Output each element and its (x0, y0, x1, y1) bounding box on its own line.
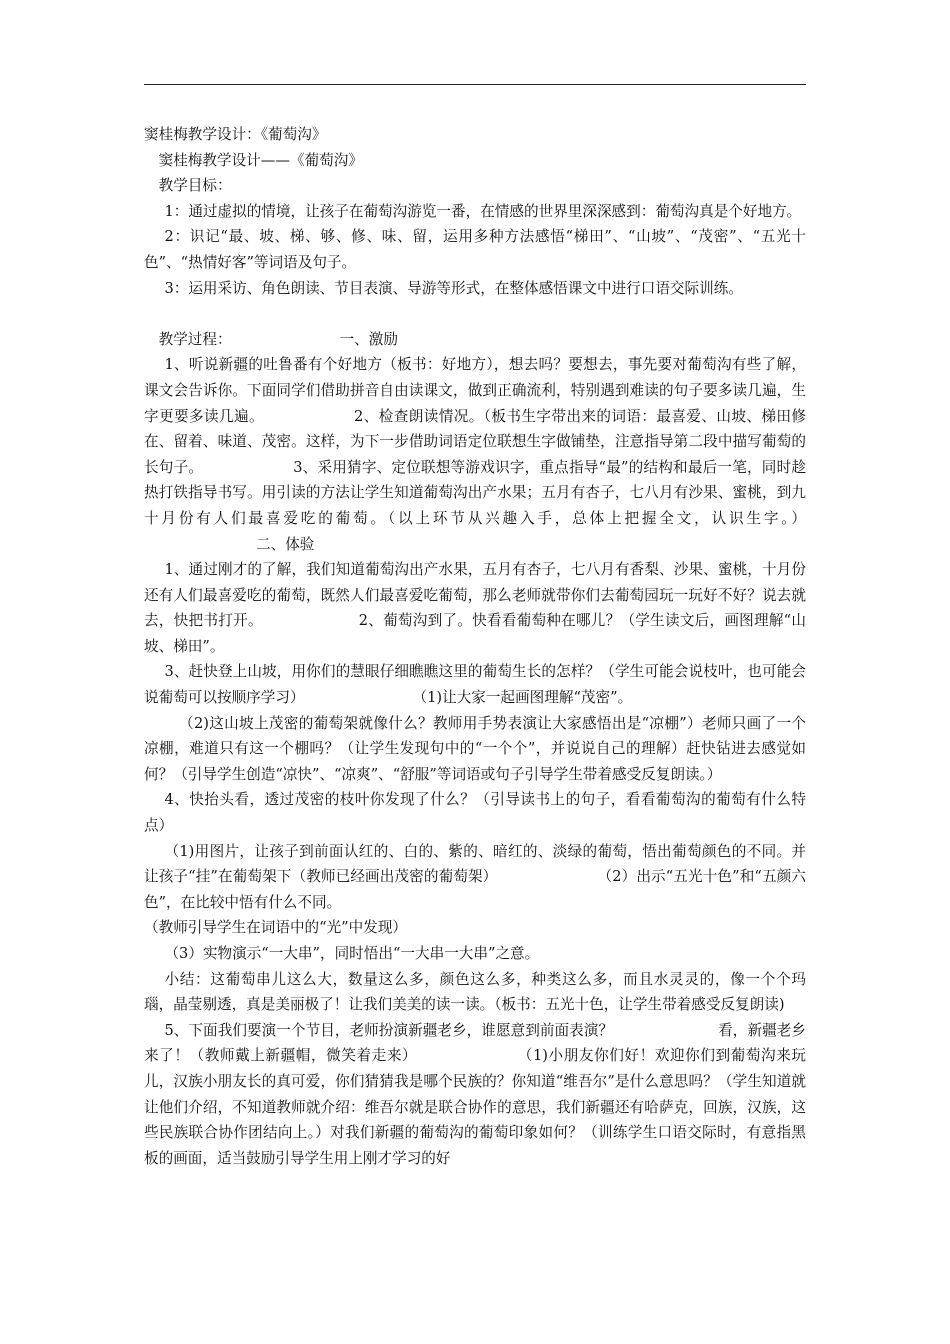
paragraph-4-3: （3）实物演示“一大串”，同时悟出“一大串一大串”之意。 (164, 945, 540, 962)
step-2-2: 2、葡萄沟到了。快看看葡萄种在哪儿？（学生读文后，画图理解“山坡、梯田”。 (144, 612, 806, 655)
step-2-1: 1、通过刚才的了解，我们知道葡萄沟出产水果，五月有杏子，七八月有香梨、沙果、蜜桃，十月份还有人们最喜爱吃的葡萄，既然人们最喜爱吃葡萄，那么老师就带你们去葡萄园玩一玩好不好？说去就去，快把书打开。 (144, 561, 806, 630)
doc-subtitle: 窦桂梅教学设计——《葡萄沟》 (158, 151, 363, 169)
step-5-1: （1)小朋友你们好！欢迎你们到葡萄沟来玩儿，汉族小朋友长的真可爱，你们猜猜我是哪个民族的？你知道“维吾尔”是什么意思吗？（学生知道就让他们介绍，不知道教师就介绍：维吾尔就是联合协作的意思，我们新疆还有哈萨克，回族，汉族，这些民族联合协作团结向上。）对我们新疆的葡萄沟的葡萄印象如何？（训练学生口语交际时，有意指黑板的画面，适当鼓励引导学生用上刚才学习的好 (144, 1047, 806, 1167)
step-4-1: （1)用图片，让孩子到前面认红的、白的、紫的、暗红的、淡绿的葡萄，悟出葡萄颜色的不同。并让孩子“挂”在葡萄架下（教师已经画出茂密的葡萄架） (144, 842, 806, 886)
goal-3: 3：运用采访、角色朗读、节目表演、导游等形式，在整体感悟课文中进行口语交际训练。 (164, 279, 743, 297)
goals-heading: 教学目标： (158, 177, 232, 195)
blank-line (144, 301, 806, 327)
process-line (144, 327, 806, 353)
section-2-heading: 二、体验 (256, 535, 315, 553)
goal-1: 1：通过虚拟的情境，让孩子在葡萄沟游览一番，在情感的世界里深深感到：葡萄沟真是个好地方。 (164, 202, 802, 220)
step-4-2: （2）出示“五光十色”和“五颜六色”，在比较中悟有什么不同。 (144, 868, 806, 911)
step-3-1: （1)让大家一起画图理解“茂密”。 (412, 689, 633, 707)
paragraph-2 (144, 557, 806, 659)
teacher-note: （教师引导学生在词语中的“光”中发现） (144, 919, 408, 937)
paragraph-3 (144, 659, 806, 710)
header-rule (144, 84, 806, 85)
step-1-1: 1、听说新疆的吐鲁番有个好地方（板书：好地方），想去吗？要想去，事先要对葡萄沟有些了解，课文会告诉你。下面同学们借助拼音自由读课文，做到正确流利，特别遇到难读的句子要多读几遍，生字更要多读几遍。 (144, 356, 806, 425)
goal-2: 2：识记“最、坡、梯、够、修、味、留，运用多种方法感悟“梯田”、“山坡”、“茂密”、“五光十色”、“热情好客”等词语及句子。 (144, 228, 806, 271)
doc-title: 窦桂梅教学设计：《葡萄沟》 (144, 126, 327, 143)
paragraph-4-1 (144, 839, 806, 916)
summary-paragraph: 小结：这葡萄串儿这么大，数量这么多，颜色这么多，种类这么多，而且水灵灵的，像一个个玛瑙，晶莹剔透，真是美丽极了！让我们美美的读一读。（板书：五光十色，让学生带着感受反复朗读) (144, 970, 806, 1014)
step-1-2: 2、检查朗读情况。（板书生字带出来的词语：最喜爱、山坡、梯田修在、留着、味道、茂密。这样，为下一步借助词语定位联想生字做铺垫，注意指导第二段中描写葡萄的长句子。 (144, 407, 806, 476)
step-3: 3、赶快登上山坡，用你们的慧眼仔细瞧瞧这里的葡萄生长的怎样？（学生可能会说枝叶，也可能会说葡萄可以按顺序学习） (144, 663, 806, 707)
step-1-3: 3、采用猜字、定位联想等游戏识字，重点指导“最”的结构和最后一笔，同时趁热打铁指导书写。用引读的方法让学生知道葡萄沟出产水果；五月有杏子，七八月有沙果、蜜桃，到九十月份有人们最喜爱吃的葡萄。（以上环节从兴趣入手，总体上把握全文，认识生字。） (144, 458, 806, 527)
paragraph-1 (144, 352, 806, 557)
document-body (144, 122, 806, 1171)
paragraph-4: 4、快抬头看，透过茂密的枝叶你发现了什么？（引导读书上的句子，看看葡萄沟的葡萄有什么特点） (144, 791, 806, 835)
paragraph-5 (144, 1018, 806, 1172)
section-1-heading: 一、激励 (339, 330, 398, 348)
process-heading: 教学过程： (158, 330, 232, 348)
paragraph-3-2: （2)这山坡上茂密的葡萄架就像什么？教师用手势表演让大家感悟出是“凉棚”）老师只画了一个凉棚，难道只有这一个棚吗？（让学生发现句中的“一个个”，并说说自己的理解）赶快钻进去感觉如何？（引导学生创造“凉快”、“凉爽”、“舒服”等词语或句子引导学生带着感受反复朗读。） (144, 714, 806, 783)
step-5-intro: 看，新疆老乡来了！（教师戴上新疆帽，微笑着走来） (144, 1021, 806, 1065)
step-5: 5、下面我们要演一个节目，老师扮演新疆老乡，谁愿意到前面表演？ (164, 1021, 614, 1039)
